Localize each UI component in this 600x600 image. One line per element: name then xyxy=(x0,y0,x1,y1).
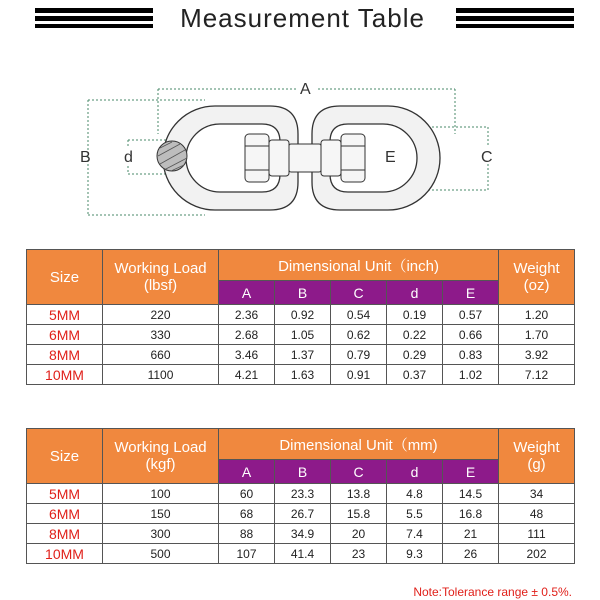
dim-a-cell: 3.46 xyxy=(219,345,275,365)
weight-cell: 202 xyxy=(499,544,575,564)
dim-col-e: E xyxy=(443,460,499,484)
load-cell: 220 xyxy=(103,305,219,325)
weight-header-line1: Weight xyxy=(513,260,560,277)
dim-d-cell: 9.3 xyxy=(387,544,443,564)
size-cell: 8MM xyxy=(27,524,103,544)
dim-b-cell: 41.4 xyxy=(275,544,331,564)
dim-b-cell: 23.3 xyxy=(275,484,331,504)
dim-col-a: A xyxy=(219,281,275,305)
size-cell: 5MM xyxy=(27,484,103,504)
table-row xyxy=(27,484,575,504)
size-cell: 5MM xyxy=(27,305,103,325)
working-load-header-line2: (kgf) xyxy=(145,456,176,473)
wire-cross-section xyxy=(157,141,187,171)
weight-cell: 111 xyxy=(499,524,575,544)
label-a: A xyxy=(300,81,311,98)
dim-e-cell: 16.8 xyxy=(443,504,499,524)
dim-col-e: E xyxy=(443,281,499,305)
table-row xyxy=(27,305,575,325)
load-cell: 100 xyxy=(103,484,219,504)
dim-a-cell: 60 xyxy=(219,484,275,504)
load-cell: 500 xyxy=(103,544,219,564)
table-row xyxy=(27,524,575,544)
dim-a-cell: 68 xyxy=(219,504,275,524)
dim-d-cell: 0.29 xyxy=(387,345,443,365)
dim-e-cell: 0.57 xyxy=(443,305,499,325)
size-cell: 8MM xyxy=(27,345,103,365)
size-cell: 6MM xyxy=(27,504,103,524)
dim-c-cell: 20 xyxy=(331,524,387,544)
dim-c-cell: 13.8 xyxy=(331,484,387,504)
weight-header-line2: (g) xyxy=(527,456,546,473)
working-load-header xyxy=(103,429,219,484)
dim-b-cell: 34.9 xyxy=(275,524,331,544)
weight-cell: 48 xyxy=(499,504,575,524)
dim-a-cell: 88 xyxy=(219,524,275,544)
dimensional-unit-header: Dimensional Unit（mm) xyxy=(219,429,499,460)
load-cell: 150 xyxy=(103,504,219,524)
dim-e-cell: 14.5 xyxy=(443,484,499,504)
dim-e-cell: 26 xyxy=(443,544,499,564)
size-cell: 10MM xyxy=(27,365,103,385)
dim-b-cell: 26.7 xyxy=(275,504,331,524)
working-load-header-line2: (lbsf) xyxy=(143,277,178,294)
weight-header xyxy=(499,429,575,484)
swivel-barrel xyxy=(245,134,365,182)
dim-d-cell: 5.5 xyxy=(387,504,443,524)
dim-c-cell: 15.8 xyxy=(331,504,387,524)
size-header: Size xyxy=(27,429,103,484)
dim-d-cell: 4.8 xyxy=(387,484,443,504)
dim-b-cell: 1.63 xyxy=(275,365,331,385)
table-row xyxy=(27,504,575,524)
table-row xyxy=(27,365,575,385)
weight-header-line2: (oz) xyxy=(523,277,550,294)
load-cell: 1100 xyxy=(103,365,219,385)
dim-e-cell: 21 xyxy=(443,524,499,544)
weight-cell: 1.20 xyxy=(499,305,575,325)
weight-cell: 7.12 xyxy=(499,365,575,385)
dim-c-cell: 0.62 xyxy=(331,325,387,345)
dim-c-cell: 0.79 xyxy=(331,345,387,365)
load-cell: 300 xyxy=(103,524,219,544)
dim-d-cell: 0.22 xyxy=(387,325,443,345)
label-c: C xyxy=(481,149,493,166)
dim-col-d: d xyxy=(387,460,443,484)
size-cell: 6MM xyxy=(27,325,103,345)
dim-b-cell: 1.05 xyxy=(275,325,331,345)
working-load-header-line1: Working Load xyxy=(114,439,207,456)
tolerance-note: Note:Tolerance range ± 0.5%. xyxy=(413,585,572,599)
dim-c-cell: 0.54 xyxy=(331,305,387,325)
weight-cell: 3.92 xyxy=(499,345,575,365)
dim-d-cell: 0.19 xyxy=(387,305,443,325)
weight-header-line1: Weight xyxy=(513,439,560,456)
dim-e-cell: 0.66 xyxy=(443,325,499,345)
dimensional-unit-header: Dimensional Unit（inch) xyxy=(219,250,499,281)
dim-b-cell: 0.92 xyxy=(275,305,331,325)
spec-table-inch xyxy=(26,249,575,385)
size-header: Size xyxy=(27,250,103,305)
dim-d-cell: 0.37 xyxy=(387,365,443,385)
dim-a-cell: 107 xyxy=(219,544,275,564)
table-row xyxy=(27,345,575,365)
dim-e-cell: 0.83 xyxy=(443,345,499,365)
dim-a-cell: 2.68 xyxy=(219,325,275,345)
dim-col-d: d xyxy=(387,281,443,305)
table-row xyxy=(27,544,575,564)
dim-c-cell: 23 xyxy=(331,544,387,564)
table-row xyxy=(27,325,575,345)
working-load-header-line1: Working Load xyxy=(114,260,207,277)
dim-d-cell: 7.4 xyxy=(387,524,443,544)
dim-col-b: B xyxy=(275,460,331,484)
weight-cell: 1.70 xyxy=(499,325,575,345)
label-d: d xyxy=(124,149,133,166)
dim-a-cell: 2.36 xyxy=(219,305,275,325)
spec-table-mm xyxy=(26,428,575,564)
label-e: E xyxy=(385,149,396,166)
label-b: B xyxy=(80,149,91,166)
dim-col-c: C xyxy=(331,460,387,484)
load-cell: 660 xyxy=(103,345,219,365)
title-banner xyxy=(0,0,600,40)
size-cell: 10MM xyxy=(27,544,103,564)
working-load-header xyxy=(103,250,219,305)
title-decoration-left xyxy=(35,8,153,28)
dim-col-b: B xyxy=(275,281,331,305)
dim-a-cell: 4.21 xyxy=(219,365,275,385)
weight-header xyxy=(499,250,575,305)
title-decoration-right xyxy=(456,8,574,28)
dim-b-cell: 1.37 xyxy=(275,345,331,365)
dim-col-c: C xyxy=(331,281,387,305)
dim-col-a: A xyxy=(219,460,275,484)
page-title: Measurement Table xyxy=(180,3,425,33)
swivel-diagram xyxy=(0,52,600,232)
dim-e-cell: 1.02 xyxy=(443,365,499,385)
dim-c-cell: 0.91 xyxy=(331,365,387,385)
weight-cell: 34 xyxy=(499,484,575,504)
load-cell: 330 xyxy=(103,325,219,345)
